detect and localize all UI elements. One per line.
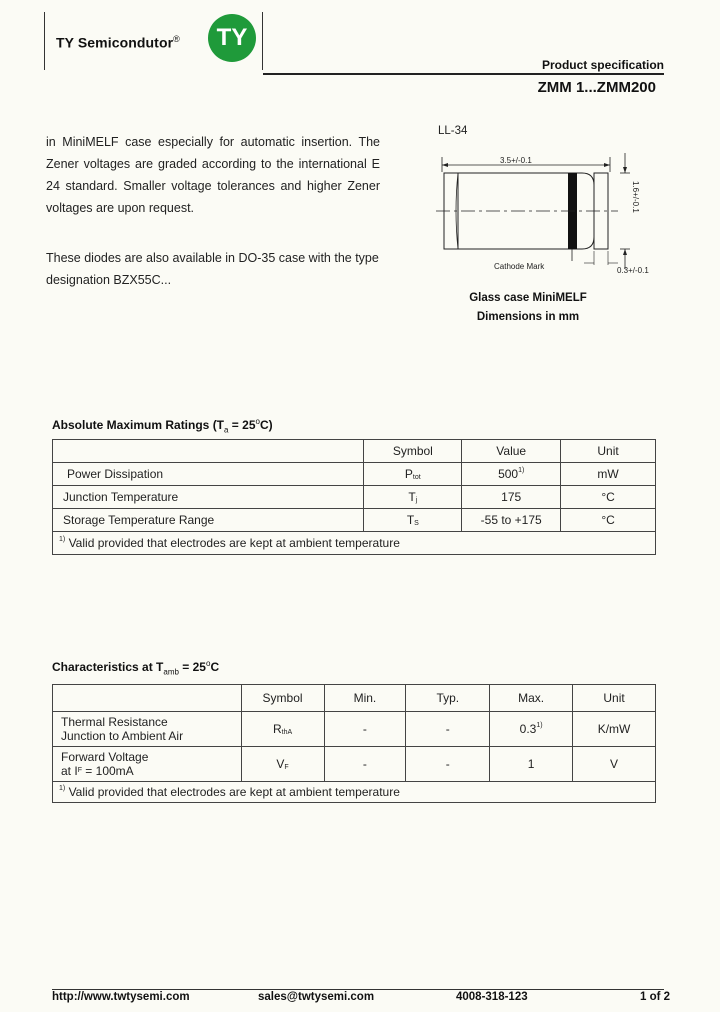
param-line-2-post: = 100mA [81, 764, 134, 778]
char-title-eq: = 25 [178, 660, 206, 674]
characteristics-title [52, 659, 219, 676]
param-line-2-sub: F [77, 767, 82, 774]
diagram-caption [438, 289, 618, 327]
abs-max-title-deg: o [255, 417, 260, 426]
symbol-cell [241, 712, 324, 747]
footer-divider [52, 989, 664, 990]
package-drawing [430, 145, 670, 280]
footer-email-link[interactable]: sales@twtysemi.com [258, 991, 375, 1003]
unit-cell: V [573, 747, 656, 782]
table-row [53, 463, 656, 486]
symbol-cell [364, 509, 462, 532]
typ-cell: - [406, 747, 490, 782]
intro-paragraph-2: These diodes are also available in DO-35 case with the type designation BZX55C... [46, 251, 379, 287]
abs-max-table [52, 439, 656, 555]
footnote-mark: 1) [59, 785, 66, 792]
header-param-cell [53, 685, 242, 712]
dia-arrow-bottom [623, 249, 627, 255]
table-row [53, 509, 656, 532]
abs-max-title-sub: a [224, 425, 229, 435]
diameter-dim-text: 1.6+/-0.1 [631, 181, 640, 213]
caption-line-2: Dimensions in mm [476, 311, 580, 323]
table-row [53, 747, 656, 782]
min-cell: - [324, 747, 406, 782]
unit-cell: mW [561, 463, 656, 486]
symbol-text: V [276, 757, 285, 771]
param-line-2-pre: at I [61, 764, 78, 778]
param-cell: Power Dissipation [53, 463, 364, 486]
max-footnote-mark: 1) [536, 722, 543, 729]
char-title-end: C [210, 660, 220, 674]
footer-phone: 4008-318-123 [456, 991, 528, 1003]
page-number: 1 of 2 [640, 991, 671, 1003]
table-note-row [53, 782, 656, 803]
param-line-1: Forward Voltage [61, 750, 149, 764]
unit-cell: °C [561, 509, 656, 532]
abs-max-title-text: Absolute Maximum Ratings (T [52, 418, 225, 432]
footnote-mark: 1) [59, 536, 66, 543]
table-row [53, 712, 656, 747]
header-unit: Unit [573, 685, 656, 712]
header-symbol: Symbol [241, 685, 324, 712]
param-line-2: Junction to Ambient Air [61, 729, 184, 743]
length-arrow-right [604, 163, 610, 167]
header-divider [263, 73, 664, 75]
footnote-text: Valid provided that electrodes are kept at ambient temperature [65, 785, 400, 799]
symbol-sub: F [284, 764, 289, 771]
header-value: Value [462, 440, 561, 463]
length-arrow-left [442, 163, 448, 167]
value-footnote-mark: 1) [518, 467, 525, 474]
header-max: Max. [490, 685, 573, 712]
unit-cell: °C [561, 486, 656, 509]
table-note-row [53, 532, 656, 555]
footnote-text: Valid provided that electrodes are kept at ambient temperature [65, 536, 400, 550]
intro-paragraph-1: in MiniMELF case especially for automatic insertion. The Zener voltages are graded according to the international E 24 standard. Smaller voltage tolerances and higher Zener voltages are upon request. [46, 135, 380, 215]
abs-max-title [52, 417, 273, 434]
symbol-sub: tot [412, 474, 421, 481]
value-cell [462, 463, 561, 486]
header-unit: Unit [561, 440, 656, 463]
char-title-deg: o [205, 659, 211, 668]
cathode-label: Cathode Mark [494, 262, 545, 271]
value-cell: 175 [462, 486, 561, 509]
company-name [56, 34, 180, 51]
symbol-text: T [408, 490, 416, 504]
char-title-sub: amb [163, 667, 179, 677]
product-spec-label: Product specification [541, 58, 664, 72]
abs-max-title-end: C) [259, 418, 273, 432]
package-label: LL-34 [438, 125, 468, 137]
company-logo: TY [208, 14, 256, 62]
min-cell: - [324, 712, 406, 747]
param-line-2 [61, 764, 231, 778]
typ-cell: - [406, 712, 490, 747]
symbol-cell [364, 463, 462, 486]
param-cell: Junction Temperature [53, 486, 364, 509]
char-title-text: Characteristics at T [52, 660, 164, 674]
header-param-cell [53, 440, 364, 463]
symbol-text: R [272, 722, 282, 736]
param-cell: Storage Temperature Range [53, 509, 364, 532]
abs-max-title-eq: = 25 [228, 418, 256, 432]
symbol-sub: thA [281, 729, 293, 736]
part-number: ZMM 1...ZMM200 [537, 79, 656, 96]
max-text: 0.3 [519, 722, 537, 736]
symbol-cell [241, 747, 324, 782]
caption-line-1: Glass case MiniMELF [469, 292, 587, 304]
value-cell: -55 to +175 [462, 509, 561, 532]
symbol-sub: j [415, 497, 418, 504]
param-line-1: Thermal Resistance [61, 715, 168, 729]
param-cell [53, 747, 242, 782]
max-cell: 1 [490, 747, 573, 782]
symbol-cell [364, 486, 462, 509]
endcap-dim-text: 0.3+/-0.1 [617, 266, 649, 275]
footer-website-link[interactable]: http://www.twtysemi.com [52, 991, 190, 1003]
symbol-sub: S [414, 520, 419, 527]
header-typ: Typ. [406, 685, 490, 712]
table-header-row [53, 440, 656, 463]
length-dim-text: 3.5+/-0.1 [500, 156, 532, 165]
company-name-text: TY Semicondutor [56, 34, 174, 51]
table-header-row [53, 685, 656, 712]
footnote-cell [53, 532, 656, 555]
value-text: 500 [498, 467, 519, 481]
unit-cell: K/mW [573, 712, 656, 747]
table-row [53, 486, 656, 509]
header-right-rule [262, 12, 263, 70]
param-cell [53, 712, 242, 747]
symbol-text: T [406, 513, 415, 527]
header-symbol: Symbol [364, 440, 462, 463]
symbol-text: P [404, 467, 413, 481]
dia-arrow-top [623, 167, 627, 173]
footnote-cell [53, 782, 656, 803]
characteristics-table [52, 684, 656, 803]
header-left-rule [44, 12, 45, 70]
registered-mark: ® [173, 34, 180, 44]
header-min: Min. [324, 685, 406, 712]
max-cell [490, 712, 573, 747]
